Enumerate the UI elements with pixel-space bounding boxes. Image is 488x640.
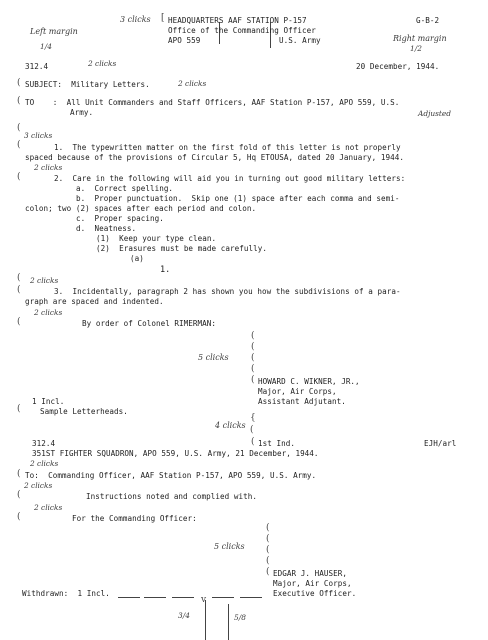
indorsement-body: Instructions noted and complied with. <box>86 492 258 501</box>
to-line-1: TO : All Unit Commanders and Staff Officers, AAF Station P-157, APO 559, U.S. <box>25 98 400 107</box>
ind-clicks-note: 4 clicks <box>215 421 246 430</box>
indorsement-label: 1st Ind. <box>258 439 295 448</box>
withdrawn-blank-1 <box>118 597 140 598</box>
withdrawn-blank-5 <box>240 597 262 598</box>
indorsement-reference: EJH/arl <box>424 439 457 448</box>
left-margin-value: 1/4 <box>40 42 52 51</box>
office-line: Office of the Commanding Officer <box>168 26 316 35</box>
withdrawn-blank-3 <box>172 597 194 598</box>
withdrawn-blank-2 <box>144 597 166 598</box>
signature-2-title: Executive Officer. <box>273 589 357 598</box>
bottom-margin-line-1 <box>205 600 206 640</box>
indorsement-for: For the Commanding Officer: <box>72 514 197 523</box>
signature-2-rank: Major, Air Corps, <box>273 579 352 588</box>
para1-line-1: 1. The typewritten matter on the first fold of this letter is not properly <box>54 143 401 152</box>
para3-clicks-note: 2 clicks <box>30 276 59 285</box>
right-margin-note: Right margin <box>393 34 447 43</box>
spacing-paren-2: ( <box>17 273 21 283</box>
bottom-margin-note-1: 3/4 <box>178 611 190 620</box>
signature-1-title: Assistant Adjutant. <box>258 397 346 406</box>
para2-paren: ( <box>17 172 21 182</box>
order-clicks-note: 2 clicks <box>34 308 63 317</box>
para2-clicks-note: 2 clicks <box>34 163 63 172</box>
ind-spacing-paren-1: { <box>250 413 256 423</box>
item-c: c. Proper spacing. <box>76 214 164 223</box>
sig2-paren: ( <box>266 567 270 577</box>
sig2-spacing-paren-4: ( <box>266 556 270 566</box>
indorsement-from: 351ST FIGHTER SQUADRON, APO 559, U.S. Army, 21 December, 1944. <box>32 449 319 458</box>
para3-paren: ( <box>17 285 21 295</box>
file-clicks-note: 2 clicks <box>88 59 117 68</box>
withdrawn-line: Withdrawn: 1 Incl. <box>22 589 110 598</box>
apo-line: APO 559 <box>168 36 201 45</box>
signature-1-name: HOWARD C. WIKNER, JR., <box>258 377 360 386</box>
page-number: 1. <box>160 265 171 275</box>
signature-2-name: EDGAR J. HAUSER, <box>273 569 347 578</box>
bottom-arrow-1: v <box>201 595 207 605</box>
para1-paren: ( <box>17 140 21 150</box>
subject-paren: ( <box>17 78 21 88</box>
sig2-spacing-paren-2: ( <box>266 534 270 544</box>
subject-clicks-note: 2 clicks <box>178 79 207 88</box>
header-paren: [ <box>161 13 165 23</box>
sig2-spacing-paren-1: ( <box>266 523 270 533</box>
bottom-margin-line-2 <box>228 604 229 640</box>
ind-to-clicks-note: 2 clicks <box>30 459 59 468</box>
hq-title: HEADQUARTERS AAF STATION P-157 <box>168 16 307 25</box>
adjusted-note: Adjusted <box>418 109 451 118</box>
para2-line-1: 2. Care in the following will aid you in turning out good military letters: <box>54 174 406 183</box>
item-a: a. Correct spelling. <box>76 184 174 193</box>
ind-body-paren: ( <box>17 490 21 500</box>
item-d2: (2) Erasures must be made carefully. <box>96 244 268 253</box>
to-line-2: Army. <box>70 108 94 117</box>
army-line: U.S. Army <box>279 36 321 45</box>
item-d2a: (a) <box>130 254 144 263</box>
withdrawn-blank-4 <box>212 597 234 598</box>
header-clicks-note: 3 clicks <box>120 15 151 24</box>
left-margin-note: Left margin <box>30 27 78 36</box>
order-line: By order of Colonel RIMERMAN: <box>82 319 217 328</box>
item-d1: (1) Keep your type clean. <box>96 234 217 243</box>
ind-spacing-paren-2: ( <box>250 425 254 435</box>
file-number: 312.4 <box>25 62 49 71</box>
ind-to-paren: ( <box>17 469 21 479</box>
ind-body-clicks-note: 2 clicks <box>24 481 53 490</box>
sig1-spacing-paren-2: ( <box>251 342 255 352</box>
to-paren: ( <box>17 96 21 106</box>
item-d: d. Neatness. <box>76 224 137 233</box>
subject-line: SUBJECT: Military Letters. <box>25 80 150 89</box>
item-b: b. Proper punctuation. Skip one (1) space after each comma and semi- <box>76 194 400 203</box>
letter-date: 20 December, 1944. <box>356 62 440 71</box>
sig1-clicks-note: 5 clicks <box>198 353 229 362</box>
bottom-margin-note-2: 5/8 <box>234 613 246 622</box>
sig1-spacing-paren-3: ( <box>251 353 255 363</box>
signature-1-rank: Major, Air Corps, <box>258 387 337 396</box>
sig2-spacing-paren-3: ( <box>266 545 270 555</box>
sig1-spacing-paren-4: ( <box>251 364 255 374</box>
sig1-paren: ( <box>251 375 255 385</box>
enclosure-count: 1 Incl. <box>32 397 65 406</box>
ind-for-paren: ( <box>17 512 21 522</box>
right-margin-value: 1/2 <box>410 44 422 53</box>
spacing-paren-1: ( <box>17 123 21 133</box>
para1-clicks-note: 3 clicks <box>24 131 53 140</box>
sig1-spacing-paren-1: ( <box>251 331 255 341</box>
para3-line-2: graph are spaced and indented. <box>25 297 164 306</box>
document-code: G-B-2 <box>416 16 440 25</box>
ind-for-clicks-note: 2 clicks <box>34 503 63 512</box>
para3-line-1: 3. Incidentally, paragraph 2 has shown you how the subdivisions of a para- <box>54 287 401 296</box>
para1-line-2: spaced because of the provisions of Circular 5, Hq ETOUSA, dated 20 January, 1944. <box>25 153 404 162</box>
enclosure-description: Sample Letterheads. <box>40 407 128 416</box>
order-paren: ( <box>17 317 21 327</box>
sig2-clicks-note: 5 clicks <box>214 542 245 551</box>
indorsement-file-number: 312.4 <box>32 439 56 448</box>
item-b-continued: colon; two (2) spaces after each period and colon. <box>25 204 257 213</box>
enclosure-paren: ( <box>17 404 21 414</box>
indorsement-to: To: Commanding Officer, AAF Station P-157, APO 559, U.S. Army. <box>25 471 317 480</box>
ind-label-paren: ( <box>251 437 255 447</box>
